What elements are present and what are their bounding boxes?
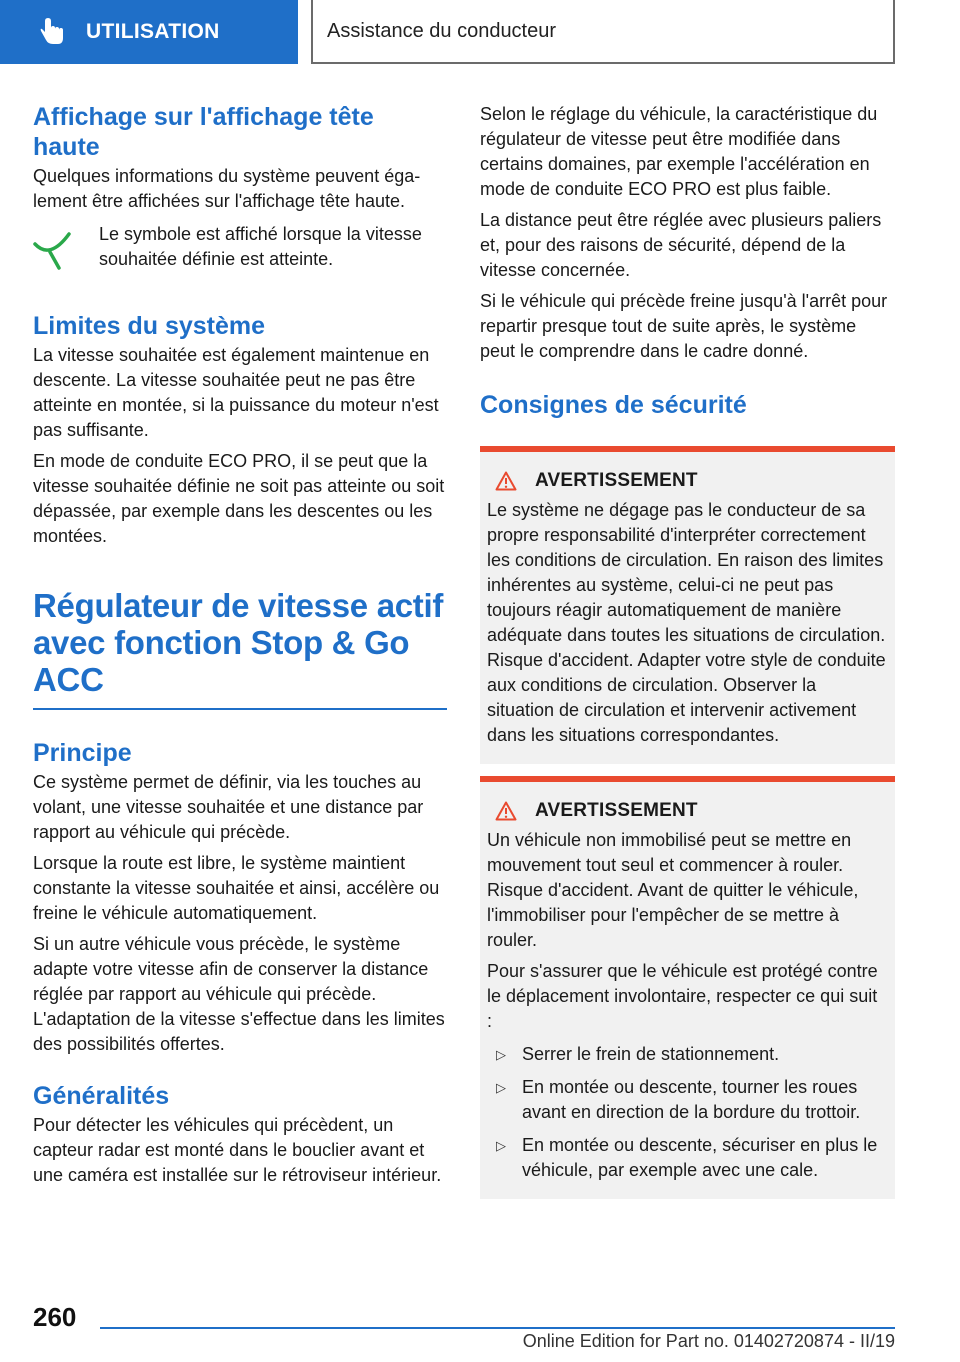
general-heading: Généralités	[33, 1082, 170, 1110]
warning-title-1	[495, 470, 887, 492]
warning-text-1: Le système ne dégage pas le conducteur de sa propre responsabilité d'interpréter correctement les conditions de circulation. En raison des limites inhérentes au système, celui-ci ne peut pas toujours réagir automatiquement de manière adéquate dans toutes les situations de circulation. Risque d'accident. Adapter votre style de conduite aux conditions de circulation. Observer la situation de circulation et intervenir activement dans les situations correspondantes.	[487, 500, 886, 745]
speed-reached-icon	[33, 230, 73, 270]
limits-paragraph-2: En mode de conduite ECO PRO, il se peut que la vitesse souhaitée définie ne soit pas atteinte ou soit dépassée, par exemple dans les descentes ou les montées.	[33, 451, 445, 546]
page-number: 260	[33, 1302, 77, 1332]
warning-triangle-icon	[495, 801, 517, 821]
warning-text-2b: Pour s'assurer que le véhicule est protégé contre le déplacement involontaire, respecter ce qui suit :	[487, 961, 878, 1031]
warning-title-2	[495, 800, 887, 822]
general-paragraph-1: Pour détecter les véhicules qui précèdent, un capteur radar est monté dans le bouclier avant et une caméra est installée sur le rétroviseur intérieur.	[33, 1115, 442, 1185]
principle-paragraph-1: Ce système permet de définir, via les touches au volant, une vitesse souhaitée et une distance par rapport au véhicule qui précède.	[33, 772, 424, 842]
hud-paragraph: Quelques informations du système peuvent également être affichées sur l'affichage tête haute.	[33, 166, 421, 211]
hand-pointer-icon	[40, 18, 66, 46]
hud-symbol-row	[33, 222, 447, 275]
chapter-title: Assistance du conducteur	[327, 19, 557, 42]
principle-paragraph-2: Lorsque la route est libre, le système maintient constante la vitesse souhaitée et ainsi, accélère ou freine le véhicule automatiquement.	[33, 853, 440, 923]
footer-rule	[100, 1327, 895, 1329]
warning-triangle-icon	[495, 471, 517, 491]
warning-box-2	[480, 776, 895, 1199]
chapter-header	[311, 0, 895, 64]
list-item	[487, 1042, 887, 1067]
footer-edition: Online Edition for Part no. 01402720874 - II/19	[522, 1331, 895, 1351]
section-label: UTILISATION	[86, 20, 220, 43]
acc-heading-rule	[33, 708, 447, 710]
hud-symbol-text: Le symbole est affiché lorsque la vitesse souhaitée définie est atteinte.	[99, 224, 422, 269]
principle-heading: Principe	[33, 739, 132, 767]
limits-paragraph-1: La vitesse souhaitée est également maintenue en descente. La vitesse souhaitée peut ne pas être atteinte en montée, si la puissance du moteur n'est pas suffisante.	[33, 345, 439, 440]
bullet-text: En montée ou descente, sécuriser en plus le véhicule, par exemple avec une cale.	[522, 1135, 878, 1180]
warning-label-2: AVERTISSEMENT	[535, 800, 698, 821]
intro-paragraph-1: Selon le réglage du véhicule, la caractéristique du régulateur de vitesse peut être modifiée dans certains domaines, par exemple l'accélération en mode de conduite ECO PRO est plus faible.	[480, 104, 878, 199]
warning-label-1: AVERTISSEMENT	[535, 470, 698, 491]
right-column	[480, 102, 895, 1199]
warning-box-1	[480, 446, 895, 764]
warning-text-2: Un véhicule non immobilisé peut se mettre en mouvement tout seul et commencer à rouler. Risque d'accident. Avant de quitter le véhicule, l'immobiliser pour l'empêcher de se mettre à rouler.	[487, 830, 859, 950]
list-item	[487, 1075, 887, 1125]
triangle-bullet-icon: ▷	[496, 1138, 506, 1153]
left-column	[33, 102, 447, 1188]
hud-heading: Affichage sur l'affichage tête haute	[33, 103, 374, 161]
triangle-bullet-icon: ▷	[496, 1047, 506, 1062]
bullet-text: Serrer le frein de stationnement.	[522, 1044, 780, 1064]
intro-paragraph-2: La distance peut être réglée avec plusieurs paliers et, pour des raisons de sécurité, dépend de la vitesse concernée.	[480, 210, 882, 280]
intro-paragraph-3: Si le véhicule qui précède freine jusqu'à l'arrêt pour repartir presque tout de suite après, le système peut le comprendre dans le cadre donné.	[480, 291, 888, 361]
list-item	[487, 1133, 887, 1183]
triangle-bullet-icon: ▷	[496, 1080, 506, 1095]
acc-heading: Régulateur de vitesse actif avec fonction Stop & Go ACC	[33, 587, 444, 698]
limits-heading: Limites du système	[33, 312, 266, 340]
bullet-text: En montée ou descente, tourner les roues avant en direction de la bordure du trottoir.	[522, 1077, 861, 1122]
section-tab[interactable]	[0, 0, 298, 64]
safety-heading: Consignes de sécurité	[480, 391, 747, 419]
principle-paragraph-3: Si un autre véhicule vous précède, le système adapte votre vitesse afin de conserver la distance réglée par rapport au véhicule qui précède. L'adaptation de la vitesse s'effectue dans les limites des possibilités offertes.	[33, 934, 445, 1054]
